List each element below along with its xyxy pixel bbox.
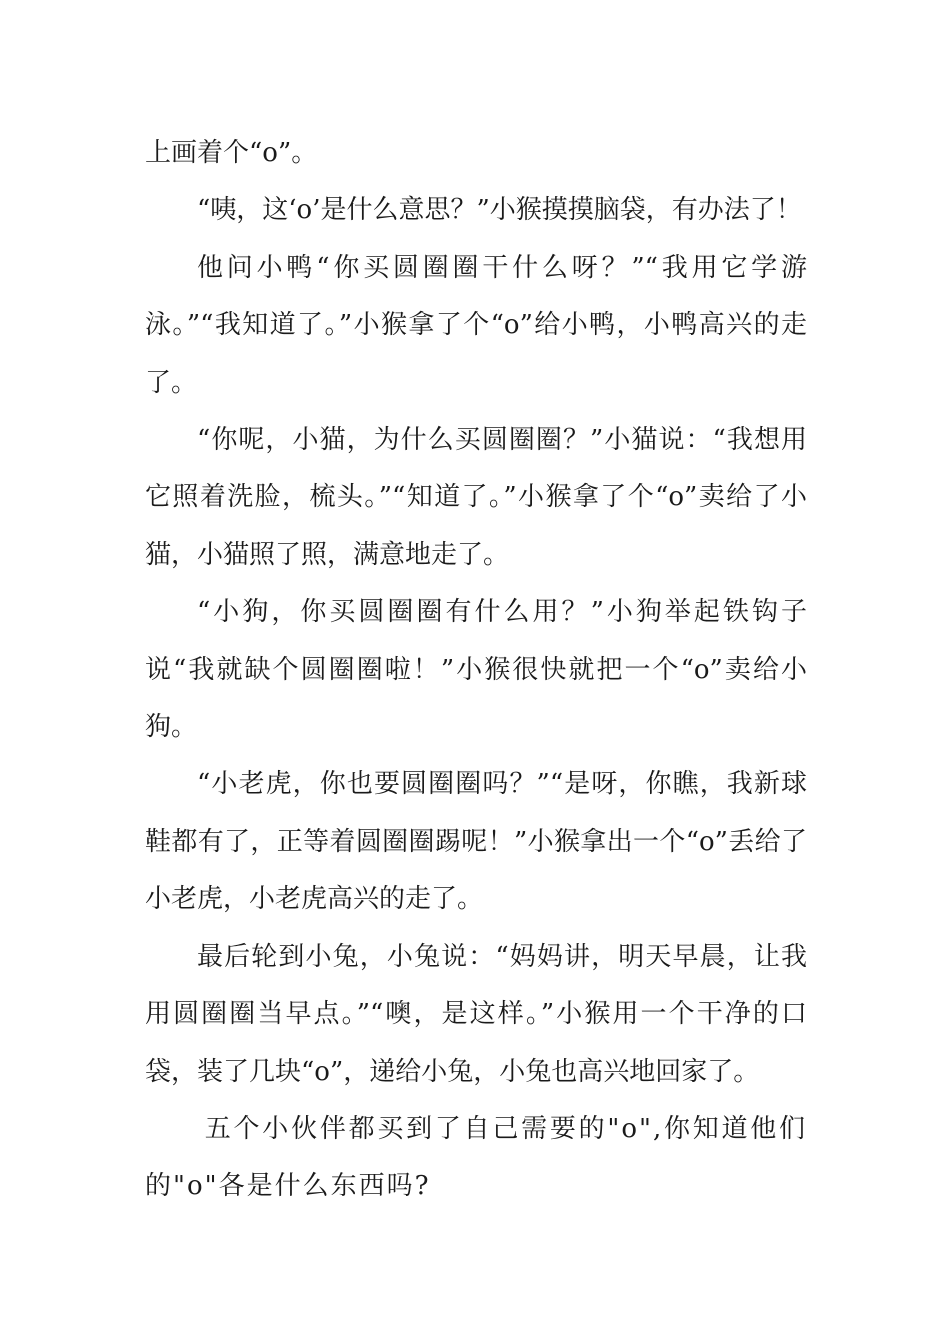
paragraph-1: 上画着个“o”。 bbox=[145, 138, 318, 168]
paragraph-3: 他问小鸭“你买圆圈圈干什么呀？”“我用它学游泳。”“我知道了。”小猴拿了个“o”给小鸭，小鸭高兴的走了。 bbox=[145, 252, 807, 398]
paragraph-4: “你呢，小猫，为什么买圆圈圈？”小猫说：“我想用它照着洗脸，梳头。”“知道了。”小猴拿了个“o”卖给了小猫，小猫照了照，满意地走了。 bbox=[145, 425, 807, 570]
paragraph-5: “小狗，你买圆圈圈有什么用？”小狗举起铁钩子说“我就缺个圆圈圈啦！”小猴很快就把一个“o”卖给小狗。 bbox=[145, 597, 807, 743]
paragraph-2: “咦，这‘o’是什么意思？”小猴摸摸脑袋，有办法了！ bbox=[197, 195, 802, 226]
story-text bbox=[145, 125, 807, 1216]
paragraph-8: 五个小伙伴都买到了自己需要的"o",你知道他们的"o"各是什么东西吗? bbox=[145, 1113, 807, 1202]
paragraph-6: “小老虎，你也要圆圈圈吗？”“是呀，你瞧，我新球鞋都有了，正等着圆圈圈踢呢！”小猴拿出一个“o”丢给了小老虎，小老虎高兴的走了。 bbox=[145, 769, 807, 915]
paragraph-7: 最后轮到小兔，小兔说：“妈妈讲，明天早晨，让我用圆圈圈当早点。”“噢，是这样。”小猴用一个干净的口袋，装了几块“o”，递给小兔，小兔也高兴地回家了。 bbox=[145, 941, 807, 1087]
